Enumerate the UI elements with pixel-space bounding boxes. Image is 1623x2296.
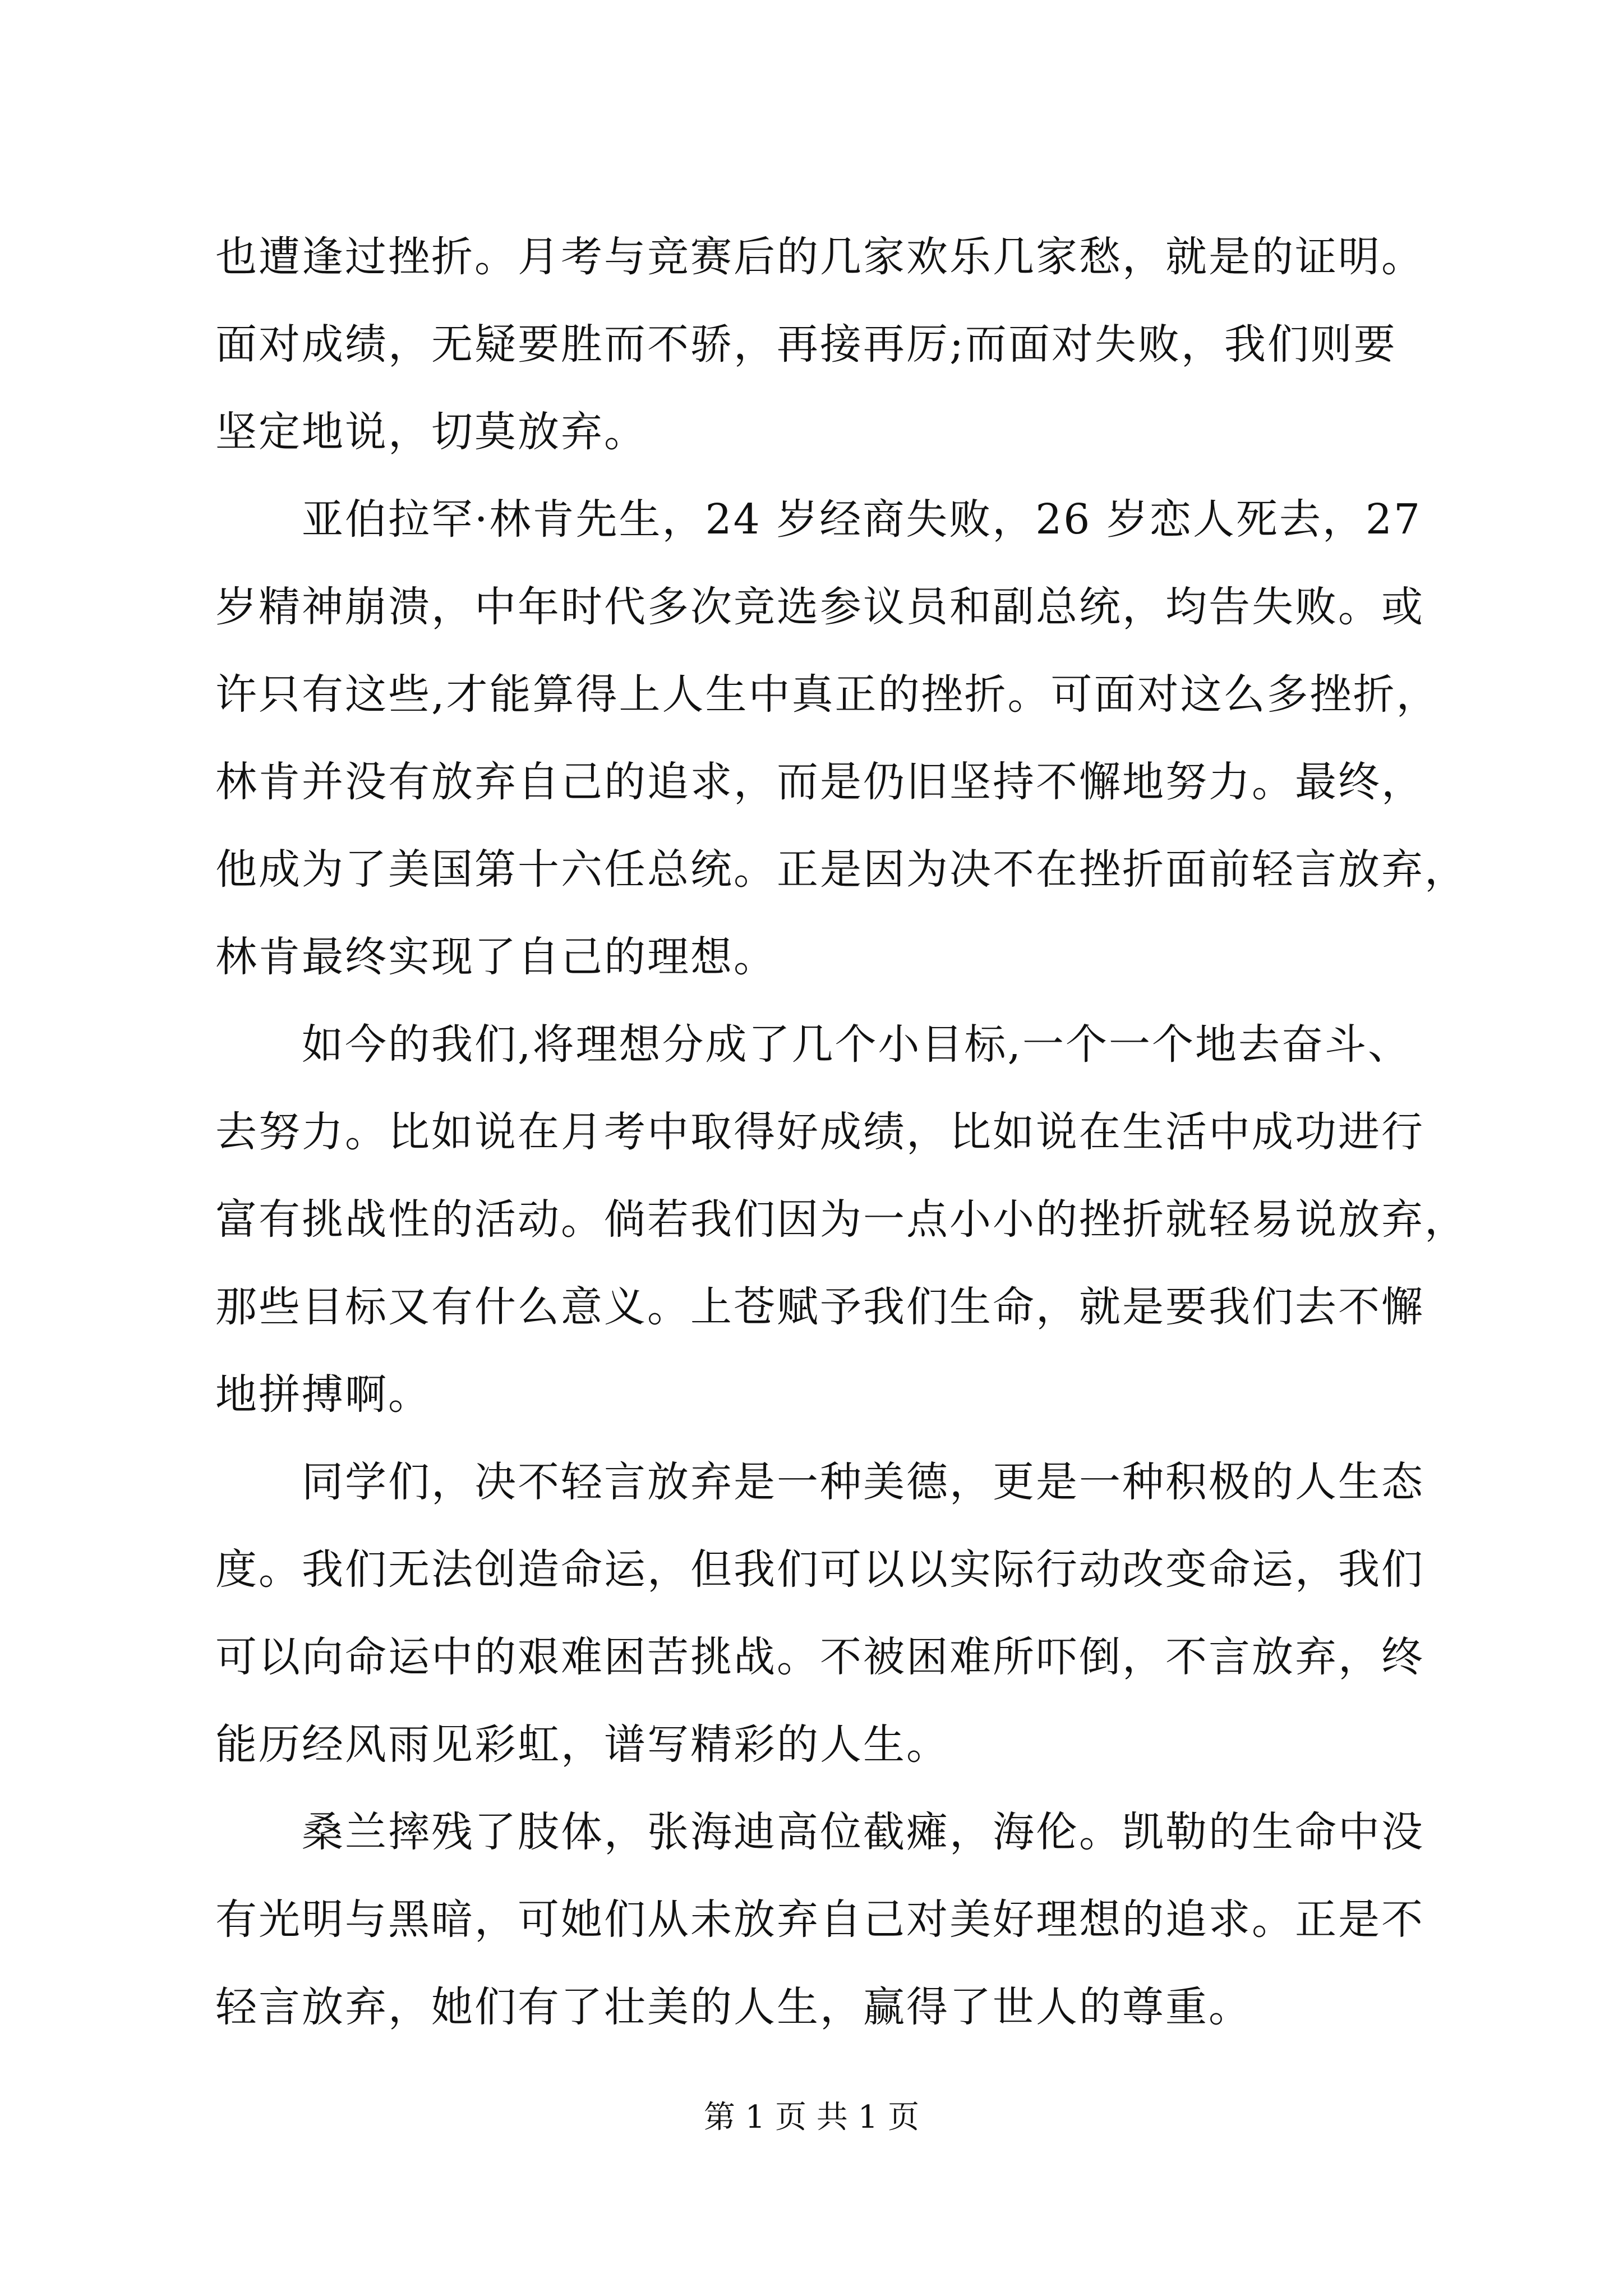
text-line: 有光明与黑暗，可她们从未放弃自己对美好理想的追求。正是不	[215, 1895, 1424, 1944]
text-line: 那些目标又有什么意义。上苍赋予我们生命，就是要我们去不懈	[215, 1283, 1424, 1331]
text-line: 林肯并没有放弃自己的追求，而是仍旧坚持不懈地努力。最终，	[215, 758, 1424, 806]
body-text	[215, 213, 1468, 2051]
text-line: 可以向命运中的艰难困苦挑战。不被困难所吓倒，不言放弃，终	[215, 1633, 1424, 1681]
paragraph-first-line: 同学们，决不轻言放弃是一种美德，更是一种积极的人生态	[302, 1458, 1424, 1506]
paragraph-first-line: 桑兰摔残了肢体，张海迪高位截瘫，海伦。凯勒的生命中没	[302, 1808, 1424, 1856]
text-line: 富有挑战性的活动。倘若我们因为一点小小的挫折就轻易说放弃，	[215, 1195, 1468, 1244]
text-line: 坚定地说，切莫放弃。	[215, 408, 647, 456]
text-line: 去努力。比如说在月考中取得好成绩，比如说在生活中成功进行	[215, 1108, 1424, 1156]
text-line: 地拼搏啊。	[215, 1370, 431, 1419]
page-footer	[0, 2095, 1623, 2140]
page-number-label: 第 1 页 共 1 页	[703, 2099, 920, 2136]
text-line: 岁精神崩溃，中年时代多次竞选参议员和副总统，均告失败。或	[215, 583, 1424, 631]
paragraph-first-line: 亚伯拉罕·林肯先生，24 岁经商失败，26 岁恋人死去，27	[302, 495, 1422, 544]
text-line: 能历经风雨见彩虹，谱写精彩的人生。	[215, 1720, 949, 1769]
text-line: 也遭逢过挫折。月考与竞赛后的几家欢乐几家愁，就是的证明。	[215, 233, 1424, 281]
text-line: 度。我们无法创造命运，但我们可以以实际行动改变命运，我们	[215, 1545, 1424, 1594]
paragraph-first-line: 如今的我们,将理想分成了几个小目标,一个一个地去奋斗、	[302, 1020, 1412, 1069]
text-line: 面对成绩，无疑要胜而不骄，再接再厉;而面对失败，我们则要	[215, 320, 1397, 369]
text-line: 林肯最终实现了自己的理想。	[215, 933, 777, 981]
text-line: 轻言放弃，她们有了壮美的人生，赢得了世人的尊重。	[215, 1983, 1252, 2031]
text-line: 他成为了美国第十六任总统。正是因为决不在挫折面前轻言放弃，	[215, 845, 1468, 894]
text-line: 许只有这些,才能算得上人生中真正的挫折。可面对这么多挫折，	[215, 670, 1440, 719]
